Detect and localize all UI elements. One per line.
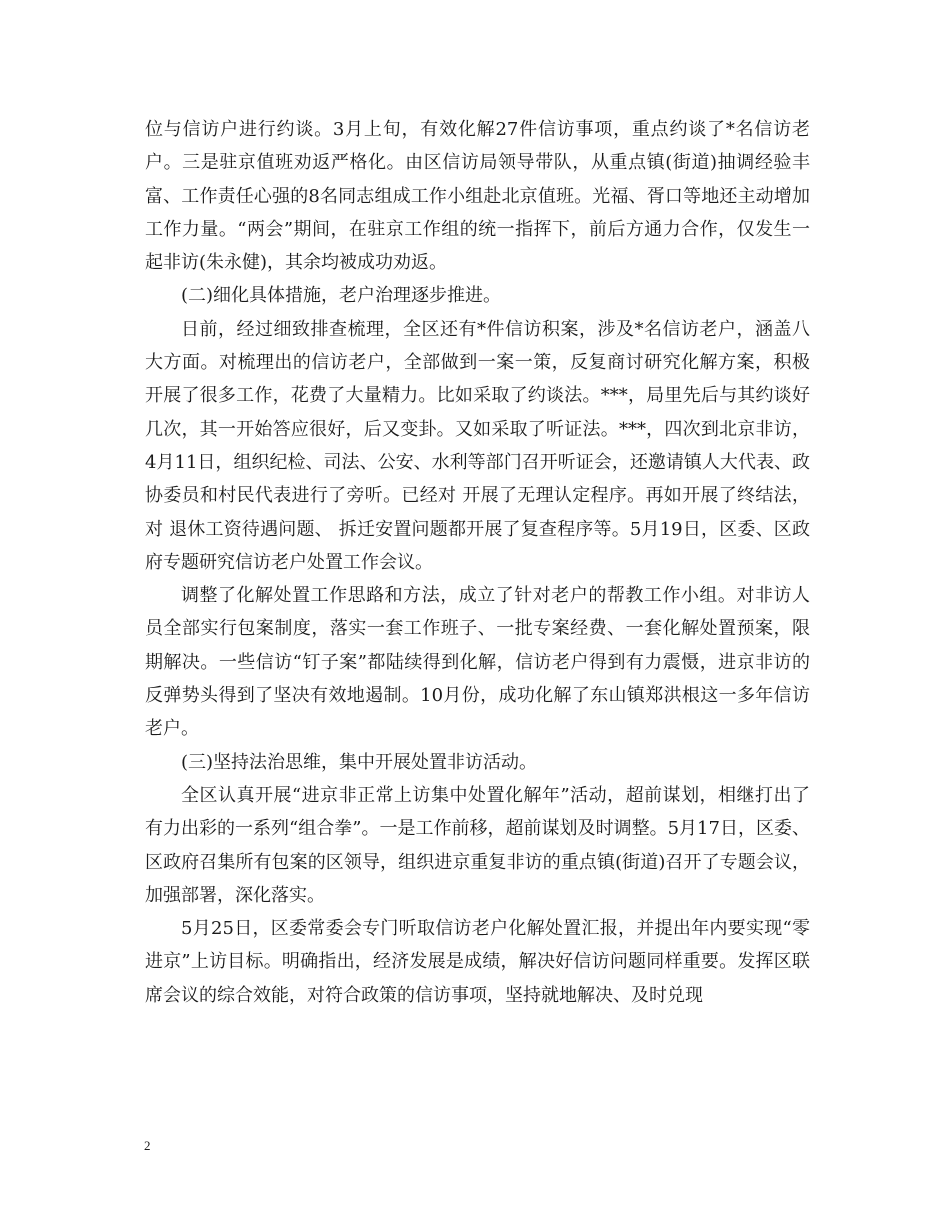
- paragraph: 位与信访户进行约谈。3月上旬，有效化解27件信访事项，重点约谈了*名信访老户。三是驻京值班劝返严格化。由区信访局领导带队，从重点镇(街道)抽调经验丰富、工作责任心强的8名同志组成工作小组赴北京值班。光福、胥口等地还主动增加工作力量。“两会”期间，在驻京工作组的统一指挥下，前后方通力合作，仅发生一起非访(朱永健)，其余均被成功劝返。: [145, 119, 810, 274]
- page-number: 2: [144, 1138, 151, 1153]
- section-heading: (三)坚持法治思维，集中开展处置非访活动。: [181, 751, 538, 773]
- paragraph: 5月25日，区委常委会专门听取信访老户化解处置汇报，并提出年内要实现“零进京”上访目标。明确指出，经济发展是成绩，解决好信访问题同样重要。发挥区联席会议的综合效能，对符合政策的信访事项，坚持就地解决、及时兑现: [145, 918, 810, 1006]
- document-body: [145, 113, 810, 1012]
- paragraph: 调整了化解处置工作思路和方法，成立了针对老户的帮教工作小组。对非访人员全部实行包案制度，落实一套工作班子、一批专案经费、一套化解处置预案，限期解决。一些信访“钉子案”都陆续得到化解，信访老户得到有力震慑，进京非访的反弹势头得到了坚决有效地遏制。10月份，成功化解了东山镇郑洪根这一多年信访老户。: [145, 585, 810, 740]
- paragraph: 日前，经过细致排查梳理，全区还有*件信访积案，涉及*名信访老户，涵盖八大方面。对梳理出的信访老户，全部做到一案一策，反复商讨研究化解方案，积极开展了很多工作，花费了大量精力。比如采取了约谈法。***，局里先后与其约谈好几次，其一开始答应很好，后又变卦。又如采取了听证法。***，四次到北京非访，4月11日，组织纪检、司法、公安、水利等部门召开听证会，还邀请镇人大代表、政协委员和村民代表进行了旁听。已经对 开展了无理认定程序。再如开展了终结法，对 退休工资待遇问题、 拆迁安置问题都开展了复查程序等。5月19日，区委、区政府专题研究信访老户处置工作会议。: [145, 318, 810, 573]
- paragraph: 全区认真开展“进京非正常上访集中处置化解年”活动，超前谋划，相继打出了有力出彩的一系列“组合拳”。一是工作前移，超前谋划及时调整。5月17日，区委、区政府召集所有包案的区领导，组织进京重复非访的重点镇(街道)召开了专题会议，加强部署，深化落实。: [145, 784, 810, 906]
- section-heading: (二)细化具体措施，老户治理逐步推进。: [181, 285, 502, 307]
